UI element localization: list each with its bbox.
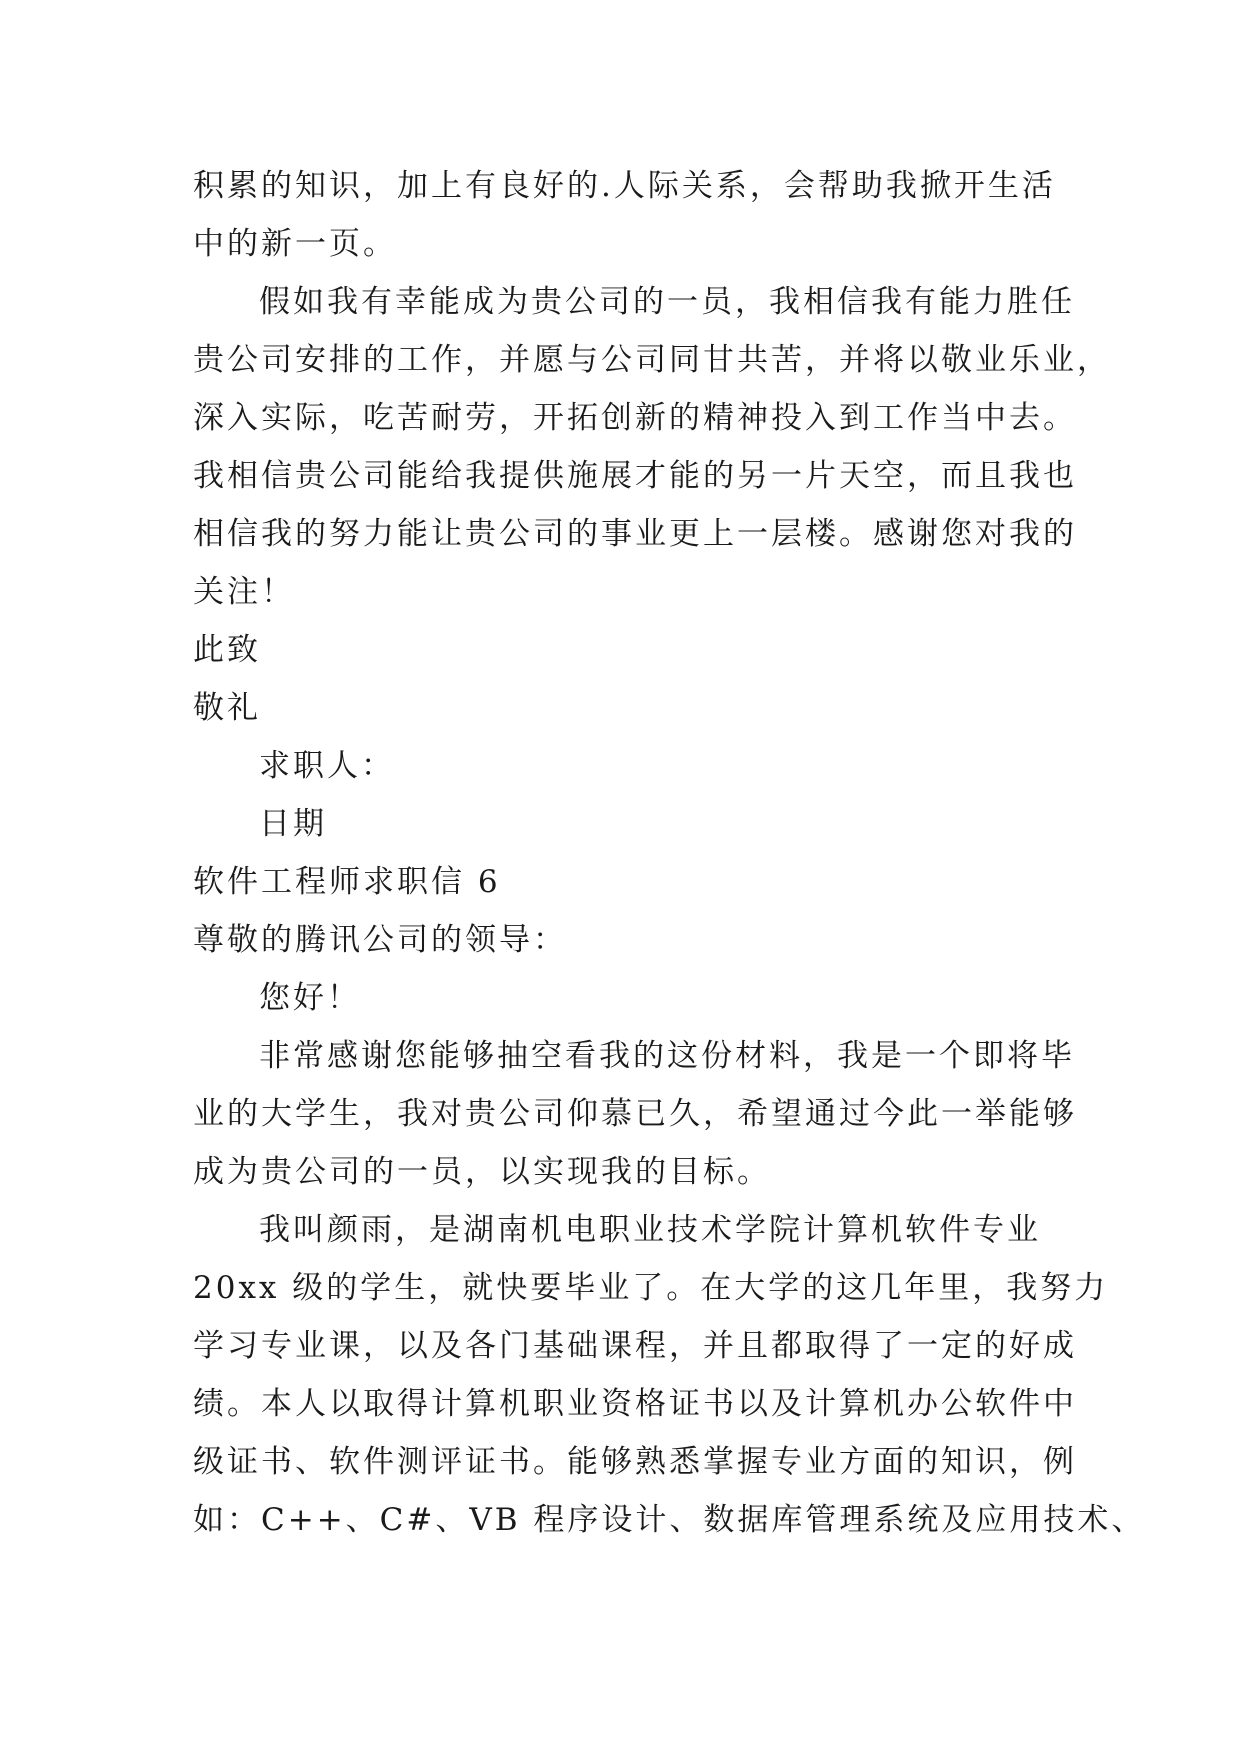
text-line-4: 贵公司安排的工作，并愿与公司同甘共苦，并将以敬业乐业， [193,342,1111,378]
date-label: 日期 [259,806,327,842]
text-line-8: 关注！ [193,574,295,610]
text-line-17: 业的大学生，我对贵公司仰慕已久，希望通过今此一举能够 [193,1096,1077,1132]
text-line-6: 我相信贵公司能给我提供施展才能的另一片天空，而且我也 [193,458,1077,494]
text-line-5: 深入实际，吃苦耐劳，开拓创新的精神投入到工作当中去。 [193,400,1077,436]
letter-hello: 您好！ [259,980,361,1016]
section-heading: 软件工程师求职信 6 [193,864,501,900]
text-line-20: 20xx 级的学生，就快要毕业了。在大学的这几年里，我努力 [193,1270,1109,1306]
text-line-2: 中的新一页。 [193,226,397,262]
text-line-1: 积累的知识，加上有良好的.人际关系，会帮助我掀开生活 [193,168,1056,204]
closing-salutation-1: 此致 [193,632,261,668]
text-line-7: 相信我的努力能让贵公司的事业更上一层楼。感谢您对我的 [193,516,1077,552]
document-body [193,157,1146,1549]
applicant-signature-label: 求职人： [259,748,395,784]
text-line-22: 绩。本人以取得计算机职业资格证书以及计算机办公软件中 [193,1386,1077,1422]
text-line-19: 我叫颜雨，是湖南机电职业技术学院计算机软件专业 [259,1212,1041,1248]
closing-salutation-2: 敬礼 [193,690,261,726]
text-line-24: 如：C++、C#、VB 程序设计、数据库管理系统及应用技术、 [193,1502,1146,1538]
text-line-16: 非常感谢您能够抽空看我的这份材料，我是一个即将毕 [259,1038,1075,1074]
text-line-3: 假如我有幸能成为贵公司的一员，我相信我有能力胜任 [259,284,1075,320]
text-line-18: 成为贵公司的一员，以实现我的目标。 [193,1154,771,1190]
text-line-21: 学习专业课，以及各门基础课程，并且都取得了一定的好成 [193,1328,1077,1364]
text-line-23: 级证书、软件测评证书。能够熟悉掌握专业方面的知识，例 [193,1444,1077,1480]
letter-greeting: 尊敬的腾讯公司的领导： [193,922,567,958]
